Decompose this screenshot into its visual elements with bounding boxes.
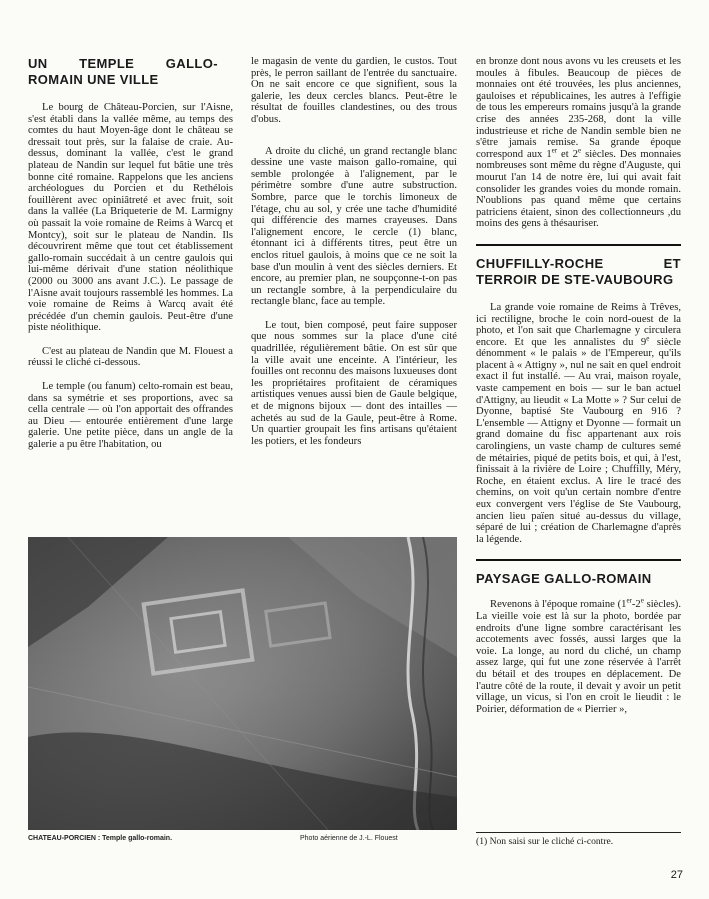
heading-temple: UN TEMPLE GALLO-ROMAIN UNE VILLE <box>28 56 218 87</box>
paragraph: A droite du cliché, un grand rectangle blanc dessine une vaste maison gallo-romaine, qui semble prolongée à l'alignement, par le périmètre sombre d'une autre substruction. Sombre, parce que le torchis limoneux de l'étage, chu au sol, y crée une tache d'humidité qui différencie des marnes crayeuses. Dans l'alignement encore, le cercle (1) blanc, étonnant ici à différents titres, peut être un enclos rituel gaulois, à moins que ce ne soit la base d'un moulin à vent des siècles derniers. Et encore, au premier plan, ne soupçonne-t-on pas un rectangle sombre, à la perpendiculaire du rectangle blanc, face au temple. <box>251 145 457 308</box>
paragraph: Le tout, bien composé, peut faire supposer que nous sommes sur la place d'une cité quadrillée, régulièrement bâtie. On est sûr que la ville avait une enceinte. A l'intérieur, les fouilles ont reconnu des maisons luxueuses dont les propriétaires profitaient de céramiques artistiques venues aussi bien de Gaule belgique, et de mignons bijoux — dont des intailles — achetés au sud de la Gaule, peut-être à Rome. Un quartier groupait les fins artisans qu'étaient les potiers, et les fondeurs <box>251 319 457 447</box>
footnote-rule <box>476 832 681 833</box>
paragraph: le magasin de vente du gardien, le custos. Tout près, le perron saillant de l'entrée du sanctuaire. On ne sait encore ce que signifient, sous la galerie, les deux cercles blancs. Peut-être le résultat de fouilles clandestines, ou des trous d'obus. <box>251 56 457 125</box>
paragraph: La grande voie romaine de Reims à Trêves, ici rectiligne, broche le coin nord-ouest de la photo, et l'on sait que Charlemagne y circulera encore. Et que les annalistes du 9e siècle dénomment « le palais » de l'Empereur, qu'ils placent à « Attigny », nul ne sait en quel endroit exact il fut installé. — Au vrai, maison royale, vaste campement en bois — sur le ban actuel d'Attigny, au lieudit « La Motte » ? Sur celui de Dyonne, baptisé Ste Vaubourg en 916 ? L'ensemble — Attigny et Dyonne — formait un grand domaine du fisc appartenant aux rois carolingiens, un vaste champ de cultures semé de métairies, piqué de petits bois, et qui, à l'est, finissait à la rivière de Loire ; Chuffilly, Méry, Roche, en étaient exclus. A lire le tracé des chemins, on voit qu'un certain nombre d'entre eux convergent vers l'église de Ste Vaubourg, ancien lieu païen situé au-dessus du village, séparé de lui ; création de Charlemagne d'après la légende. <box>476 301 681 545</box>
page-number: 27 <box>670 869 683 881</box>
column-1 <box>28 56 233 459</box>
paragraph: en bronze dont nous avons vu les creusets et les moules à fibules. Beaucoup de pièces de monnaies ont été trouvées, les plus anciennes, gauloises et républicaines, les autres à l'effigie de tous les empereurs romains jusqu'à la grande crise des années 235-268, dont la ville industrieuse et riche de Nandin semble bien ne s'être jamais remise. Sa grande époque correspond aux 1er et 2e siècles. Des monnaies nombreuses sont même du règne d'Auguste, qui mourut l'an 14 de notre ère, lui qui avait fait consolider les grandes voies du monde romain. N'oublions pas quand même que certains patriciens étaient, sinon des collectionneurs ,du moins des gens à thésauriser. <box>476 56 681 230</box>
footnote: (1) Non saisi sur le cliché ci-contre. <box>476 836 614 847</box>
photo-credit: Photo aérienne de J.-L. Flouest <box>300 835 398 842</box>
heading-paysage: PAYSAGE GALLO-ROMAIN <box>476 571 652 587</box>
section-rule <box>476 559 681 561</box>
paragraph: C'est au plateau de Nandin que M. Flouest a réussi le cliché ci-dessous. <box>28 345 233 369</box>
paragraph: Le temple (ou fanum) celto-romain est beau, dans sa symétrie et ses proportions, avec sa cella centrale — où l'on apportait des offrandes au Dieu — entourée entièrement d'une large galerie. Une petite pièce, dans un angle de la galerie a pu être l'habitation, ou <box>28 381 233 451</box>
paragraph: Revenons à l'époque romaine (1er-2e siècles). La vieille voie est là sur la photo, bordée par endroits d'une ligne sombre caractérisant les accotements avec fossés, aussi larges que la voie. La longe, au nord du cliché, un champ assez large, qui fut une zone réservée à l'arrêt du bétail et des troupes en déplacement. De l'autre côté de la route, il devait y avoir un petit village, un vicus, si l'on en croit le lieudit : le Poirier, déformation de « Pierrier », <box>476 596 681 715</box>
paragraph: Le bourg de Château-Porcien, sur l'Aisne, s'est établi dans la vallée même, au temps des comtes du haut Moyen-âge dont le château se dressait tout près, sur la falaise de craie. Au-dessus, dominant la vallée, c'est le grand plateau de Nandin sur lequel fut bâtie une très bonne cité romaine. Rappelons que les anciens archéologues du Porcien et du Rethélois fouillèrent avec opiniâtreté et avec fruit, soit dans la vallée (La Briqueterie de M. Larmigny où passait la voie romaine de Reims à Warcq et Montcy), soit sur le plateau de Nandin. Ils découvrirent même que tout cet établissement gallo-romain succédait à un centre gaulois qui lui-même dérivait d'une station néolithique (2000 ou 3000 ans avant J.C.). Le passage de l'Aisne avait toujours rassemblé les hommes. La voie romaine de Reims à Warcq avait été précédée d'un chemin gaulois. Peut-être d'une piste néolithique. <box>28 102 233 334</box>
aerial-photo-image <box>28 537 457 830</box>
column-3 <box>476 56 681 723</box>
heading-chuffilly: CHUFFILLY-ROCHE ET TERROIR DE STE-VAUBOURG <box>476 255 681 287</box>
photo-caption: CHATEAU-PORCIEN : Temple gallo-romain. <box>28 835 173 842</box>
section-rule <box>476 244 681 246</box>
aerial-photo <box>28 537 457 830</box>
column-2 <box>251 56 457 455</box>
